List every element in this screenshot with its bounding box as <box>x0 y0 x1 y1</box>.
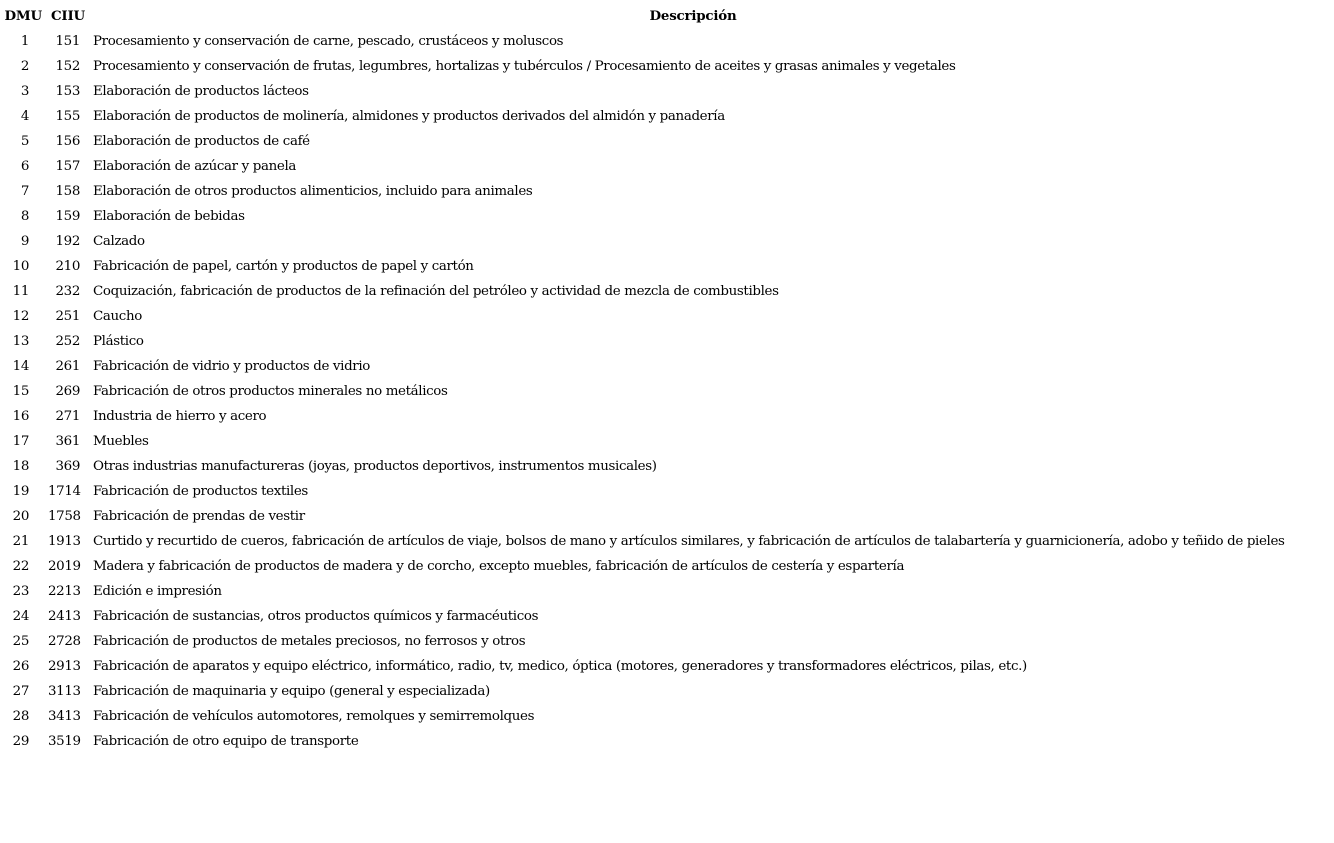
table-row <box>0 479 1334 504</box>
table-row <box>0 379 1334 404</box>
dmu-cell: 23 <box>12 584 29 599</box>
table-row <box>0 279 1334 304</box>
dmu-cell: 27 <box>12 684 29 699</box>
table-row <box>0 29 1334 54</box>
dmu-cell: 22 <box>12 559 29 574</box>
table-row <box>0 204 1334 229</box>
table-body <box>0 29 1334 754</box>
table-row <box>0 154 1334 179</box>
ciiu-cell: 1714 <box>48 484 81 499</box>
table-row <box>0 729 1334 754</box>
dmu-cell: 2 <box>20 59 29 74</box>
table-row <box>0 179 1334 204</box>
dmu-cell: 1 <box>20 34 29 49</box>
descripcion-cell: Madera y fabricación de productos de madera y de corcho, excepto muebles, fabricación de artículos de cestería y espartería <box>93 559 905 574</box>
table-row <box>0 554 1334 579</box>
ciiu-cell: 2019 <box>48 559 81 574</box>
ciiu-cell: 155 <box>55 109 80 124</box>
ciiu-cell: 156 <box>55 134 80 149</box>
table-header <box>0 4 1334 29</box>
table-row <box>0 404 1334 429</box>
ciiu-cell: 157 <box>55 159 80 174</box>
table-row <box>0 79 1334 104</box>
descripcion-cell: Fabricación de vidrio y productos de vidrio <box>93 359 370 374</box>
ciiu-cell: 152 <box>55 59 80 74</box>
ciiu-cell: 361 <box>55 434 80 449</box>
table-row <box>0 579 1334 604</box>
ciiu-cell: 210 <box>55 259 80 274</box>
ciiu-cell: 159 <box>55 209 80 224</box>
descripcion-cell: Edición e impresión <box>93 584 222 599</box>
descripcion-cell: Fabricación de productos textiles <box>93 484 308 499</box>
descripcion-cell: Calzado <box>93 234 145 249</box>
table-row <box>0 604 1334 629</box>
descripcion-cell: Fabricación de otros productos minerales no metálicos <box>93 384 448 399</box>
table-row <box>0 704 1334 729</box>
table-row <box>0 54 1334 79</box>
dmu-cell: 12 <box>12 309 29 324</box>
descripcion-cell: Elaboración de productos lácteos <box>93 84 309 99</box>
dmu-cell: 8 <box>20 209 29 224</box>
dmu-cell: 26 <box>12 659 29 674</box>
descripcion-cell: Fabricación de maquinaria y equipo (general y especializada) <box>93 684 490 699</box>
descripcion-cell: Elaboración de otros productos alimenticios, incluido para animales <box>93 184 533 199</box>
dmu-cell: 20 <box>12 509 29 524</box>
descripcion-cell: Curtido y recurtido de cueros, fabricación de artículos de viaje, bolsos de mano y artículos similares, y fabricación de artículos de talabartería y guarnicionería, adobo y teñido de pieles <box>93 534 1285 549</box>
dmu-cell: 16 <box>12 409 29 424</box>
ciiu-cell: 2913 <box>48 659 81 674</box>
dmu-cell: 18 <box>12 459 29 474</box>
table-row <box>0 254 1334 279</box>
descripcion-cell: Fabricación de productos de metales preciosos, no ferrosos y otros <box>93 634 526 649</box>
ciiu-cell: 2728 <box>48 634 81 649</box>
dmu-cell: 17 <box>12 434 29 449</box>
dmu-cell: 13 <box>12 334 29 349</box>
table-row <box>0 454 1334 479</box>
dmu-cell: 25 <box>12 634 29 649</box>
dmu-cell: 29 <box>12 734 29 749</box>
dmu-cell: 10 <box>12 259 29 274</box>
ciiu-cell: 369 <box>55 459 80 474</box>
dmu-cell: 15 <box>12 384 29 399</box>
descripcion-cell: Otras industrias manufactureras (joyas, productos deportivos, instrumentos musicales) <box>93 459 657 474</box>
table-row <box>0 354 1334 379</box>
ciiu-cell: 232 <box>55 284 80 299</box>
descripcion-cell: Elaboración de productos de molinería, almidones y productos derivados del almidón y panadería <box>93 109 725 124</box>
ciiu-cell: 251 <box>55 309 80 324</box>
ciiu-cell: 2213 <box>48 584 81 599</box>
table-row <box>0 679 1334 704</box>
ciiu-cell: 153 <box>55 84 80 99</box>
ciiu-cell: 3413 <box>48 709 81 724</box>
descripcion-cell: Procesamiento y conservación de carne, pescado, crustáceos y moluscos <box>93 34 564 49</box>
header-dmu: DMU <box>4 8 42 24</box>
descripcion-cell: Procesamiento y conservación de frutas, legumbres, hortalizas y tubérculos / Procesamiento de aceites y grasas animales y vegetales <box>93 59 956 74</box>
table-row <box>0 504 1334 529</box>
descripcion-cell: Elaboración de bebidas <box>93 209 245 224</box>
header-row <box>0 4 1334 29</box>
ciiu-cell: 261 <box>55 359 80 374</box>
header-ciiu: CIIU <box>50 8 86 24</box>
dmu-cell: 5 <box>20 134 29 149</box>
ciiu-table <box>0 4 1334 754</box>
descripcion-cell: Elaboración de azúcar y panela <box>93 159 297 174</box>
table-row <box>0 529 1334 554</box>
dmu-cell: 14 <box>12 359 29 374</box>
ciiu-cell: 271 <box>55 409 80 424</box>
dmu-cell: 9 <box>20 234 29 249</box>
table-row <box>0 229 1334 254</box>
dmu-cell: 6 <box>20 159 29 174</box>
ciiu-cell: 192 <box>55 234 80 249</box>
dmu-cell: 19 <box>12 484 29 499</box>
ciiu-cell: 269 <box>55 384 80 399</box>
header-descripcion: Descripción <box>649 8 737 24</box>
table-row <box>0 654 1334 679</box>
dmu-cell: 11 <box>12 284 29 299</box>
ciiu-cell: 252 <box>55 334 80 349</box>
descripcion-cell: Elaboración de productos de café <box>93 134 310 149</box>
descripcion-cell: Plástico <box>93 334 144 349</box>
descripcion-cell: Muebles <box>93 434 149 449</box>
descripcion-cell: Fabricación de vehículos automotores, remolques y semirremolques <box>93 709 535 724</box>
dmu-cell: 24 <box>12 609 29 624</box>
descripcion-cell: Fabricación de papel, cartón y productos de papel y cartón <box>93 259 474 274</box>
dmu-cell: 7 <box>20 184 29 199</box>
table-row <box>0 329 1334 354</box>
table-row <box>0 104 1334 129</box>
descripcion-cell: Industria de hierro y acero <box>93 409 267 424</box>
dmu-cell: 4 <box>20 109 29 124</box>
dmu-cell: 28 <box>12 709 29 724</box>
table-row <box>0 629 1334 654</box>
ciiu-cell: 1758 <box>48 509 81 524</box>
dmu-cell: 3 <box>20 84 29 99</box>
dmu-cell: 21 <box>12 534 29 549</box>
descripcion-cell: Fabricación de sustancias, otros productos químicos y farmacéuticos <box>93 609 539 624</box>
descripcion-cell: Fabricación de prendas de vestir <box>93 509 305 524</box>
descripcion-cell: Caucho <box>93 309 142 324</box>
ciiu-cell: 2413 <box>48 609 81 624</box>
ciiu-cell: 151 <box>55 34 80 49</box>
ciiu-cell: 3113 <box>48 684 81 699</box>
table-row <box>0 129 1334 154</box>
descripcion-cell: Fabricación de aparatos y equipo eléctrico, informático, radio, tv, medico, óptica (motores, generadores y transformadores eléctricos, pilas, etc.) <box>93 659 1027 674</box>
table-row <box>0 429 1334 454</box>
ciiu-cell: 3519 <box>48 734 81 749</box>
descripcion-cell: Fabricación de otro equipo de transporte <box>93 734 359 749</box>
ciiu-cell: 1913 <box>48 534 81 549</box>
ciiu-cell: 158 <box>55 184 80 199</box>
table-row <box>0 304 1334 329</box>
document <box>0 4 1334 754</box>
descripcion-cell: Coquización, fabricación de productos de la refinación del petróleo y actividad de mezcla de combustibles <box>93 284 779 299</box>
